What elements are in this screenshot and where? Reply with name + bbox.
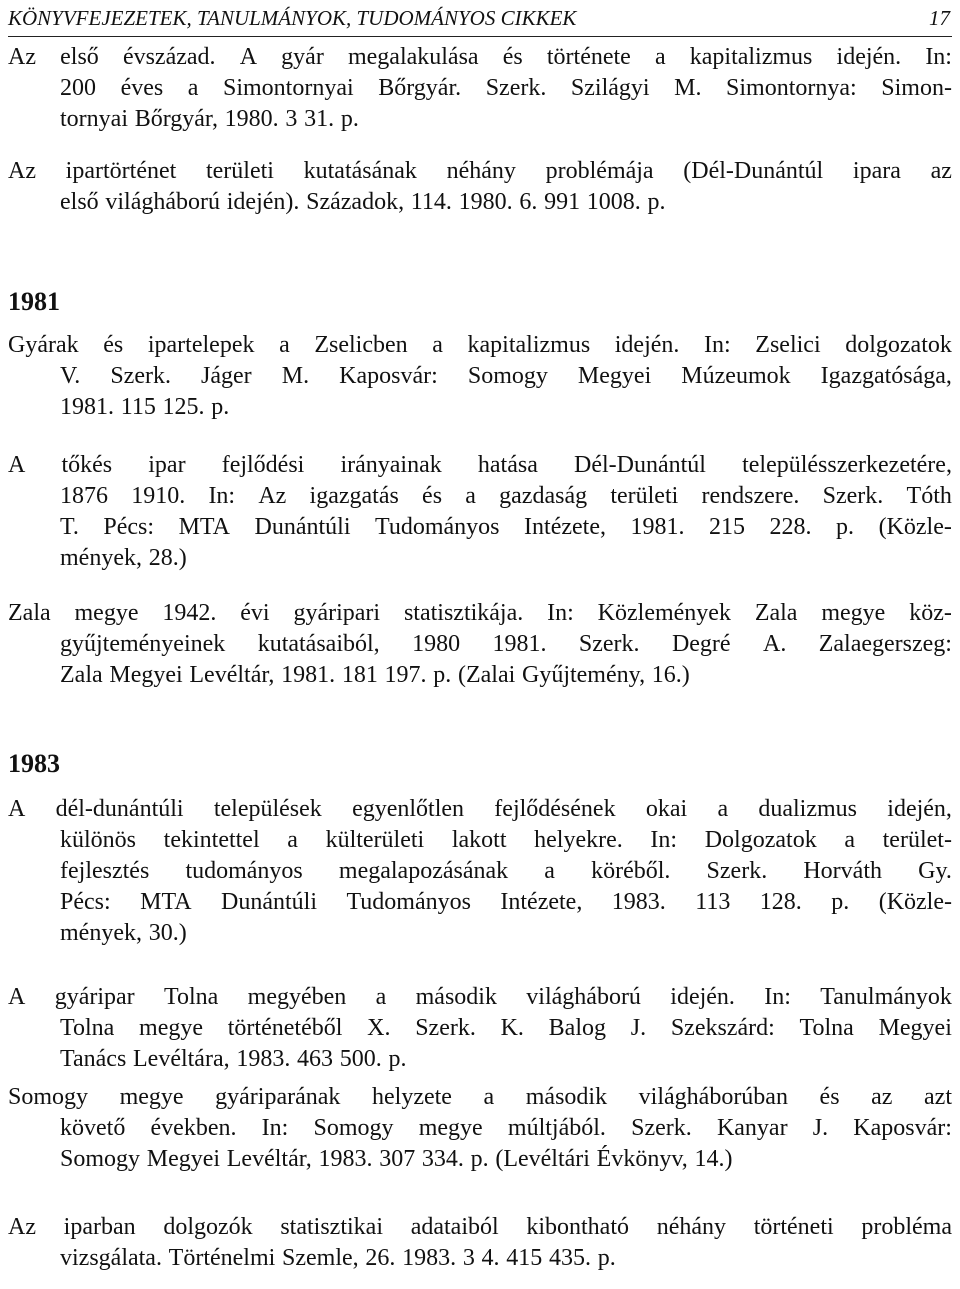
entry-line: Somogy megye gyáriparának helyzete a második világháborúban és az azt <box>8 1084 952 1110</box>
entry-line: A dél-dunántúli települések egyenlőtlen fejlődésének okai a dualizmus idején, <box>8 796 952 822</box>
entry-line: Zala megye 1942. évi gyáripari statisztikája. In: Közlemények Zala megye köz- <box>8 600 952 626</box>
year-heading: 1981 <box>8 287 60 316</box>
running-header-title: KÖNYVFEJEZETEK, TANULMÁNYOK, TUDOMÁNYOS CIKKEK <box>8 6 577 30</box>
entry-line: mények, 28.) <box>60 545 187 571</box>
entry-line: fejlesztés tudományos megalapozásának a köréből. Szerk. Horváth Gy. <box>60 858 952 884</box>
entry-line: első világháború idején). Századok, 114. 1980. 6. 991 1008. p. <box>60 189 666 215</box>
entry-line: Az iparban dolgozók statisztikai adataiból kibontható néhány történeti probléma <box>8 1214 952 1240</box>
entry-line: T. Pécs: MTA Dunántúli Tudományos Intézete, 1981. 215 228. p. (Közle- <box>60 514 952 540</box>
bibliography-entry <box>8 330 952 423</box>
running-header <box>8 0 952 37</box>
entry-line: különös tekintettel a külterületi lakott helyekre. In: Dolgozatok a terület- <box>60 827 952 853</box>
entry-line: Az első évszázad. A gyár megalakulása és története a kapitalizmus idején. In: <box>8 44 952 70</box>
entry-line: Tanács Levéltára, 1983. 463 500. p. <box>60 1046 407 1072</box>
entry-line: Gyárak és ipartelepek a Zselicben a kapitalizmus idején. In: Zselici dolgozatok <box>8 332 952 358</box>
entry-line: Tolna megye történetéből X. Szerk. K. Balog J. Szekszárd: Tolna Megyei <box>60 1015 952 1041</box>
entry-line: követő években. In: Somogy megye múltjából. Szerk. Kanyar J. Kaposvár: <box>60 1115 952 1141</box>
entry-line: Somogy Megyei Levéltár, 1983. 307 334. p. (Levéltári Évkönyv, 14.) <box>60 1146 733 1172</box>
entry-line: mények, 30.) <box>60 920 187 946</box>
entry-line: Az ipartörténet területi kutatásának néhány problémája (Dél-Dunántúl ipara az <box>8 158 952 184</box>
bibliography-entry <box>8 794 952 949</box>
entry-line: A tőkés ipar fejlődési irányainak hatása Dél-Dunántúl településszerkezetére, <box>8 452 952 478</box>
entry-line: 200 éves a Simontornyai Bőrgyár. Szerk. Szilágyi M. Simontornya: Simon- <box>60 75 952 101</box>
bibliography-entry <box>8 982 952 1075</box>
bibliography-entry <box>8 42 952 135</box>
page-number: 17 <box>929 6 950 30</box>
entry-line: tornyai Bőrgyár, 1980. 3 31. p. <box>60 106 359 132</box>
entry-line: Pécs: MTA Dunántúli Tudományos Intézete, 1983. 113 128. p. (Közle- <box>60 889 952 915</box>
bibliography-entry <box>8 156 952 218</box>
entry-line: A gyáripar Tolna megyében a második világháború idején. In: Tanulmányok <box>8 984 952 1010</box>
bibliography-entry <box>8 1082 952 1175</box>
entry-line: gyűjteményeinek kutatásaiból, 1980 1981. Szerk. Degré A. Zalaegerszeg: <box>60 631 952 657</box>
bibliography-entry <box>8 598 952 691</box>
entry-line: 1981. 115 125. p. <box>60 394 230 420</box>
entry-line: Zala Megyei Levéltár, 1981. 181 197. p. (Zalai Gyűjtemény, 16.) <box>60 662 690 688</box>
year-heading: 1983 <box>8 749 60 778</box>
bibliography-entry <box>8 1212 952 1274</box>
entry-line: 1876 1910. In: Az igazgatás és a gazdaság területi rendszere. Szerk. Tóth <box>60 483 952 509</box>
bibliography-entry <box>8 450 952 574</box>
entry-line: V. Szerk. Jáger M. Kaposvár: Somogy Megyei Múzeumok Igazgatósága, <box>60 363 952 389</box>
entry-line: vizsgálata. Történelmi Szemle, 26. 1983. 3 4. 415 435. p. <box>60 1245 616 1271</box>
